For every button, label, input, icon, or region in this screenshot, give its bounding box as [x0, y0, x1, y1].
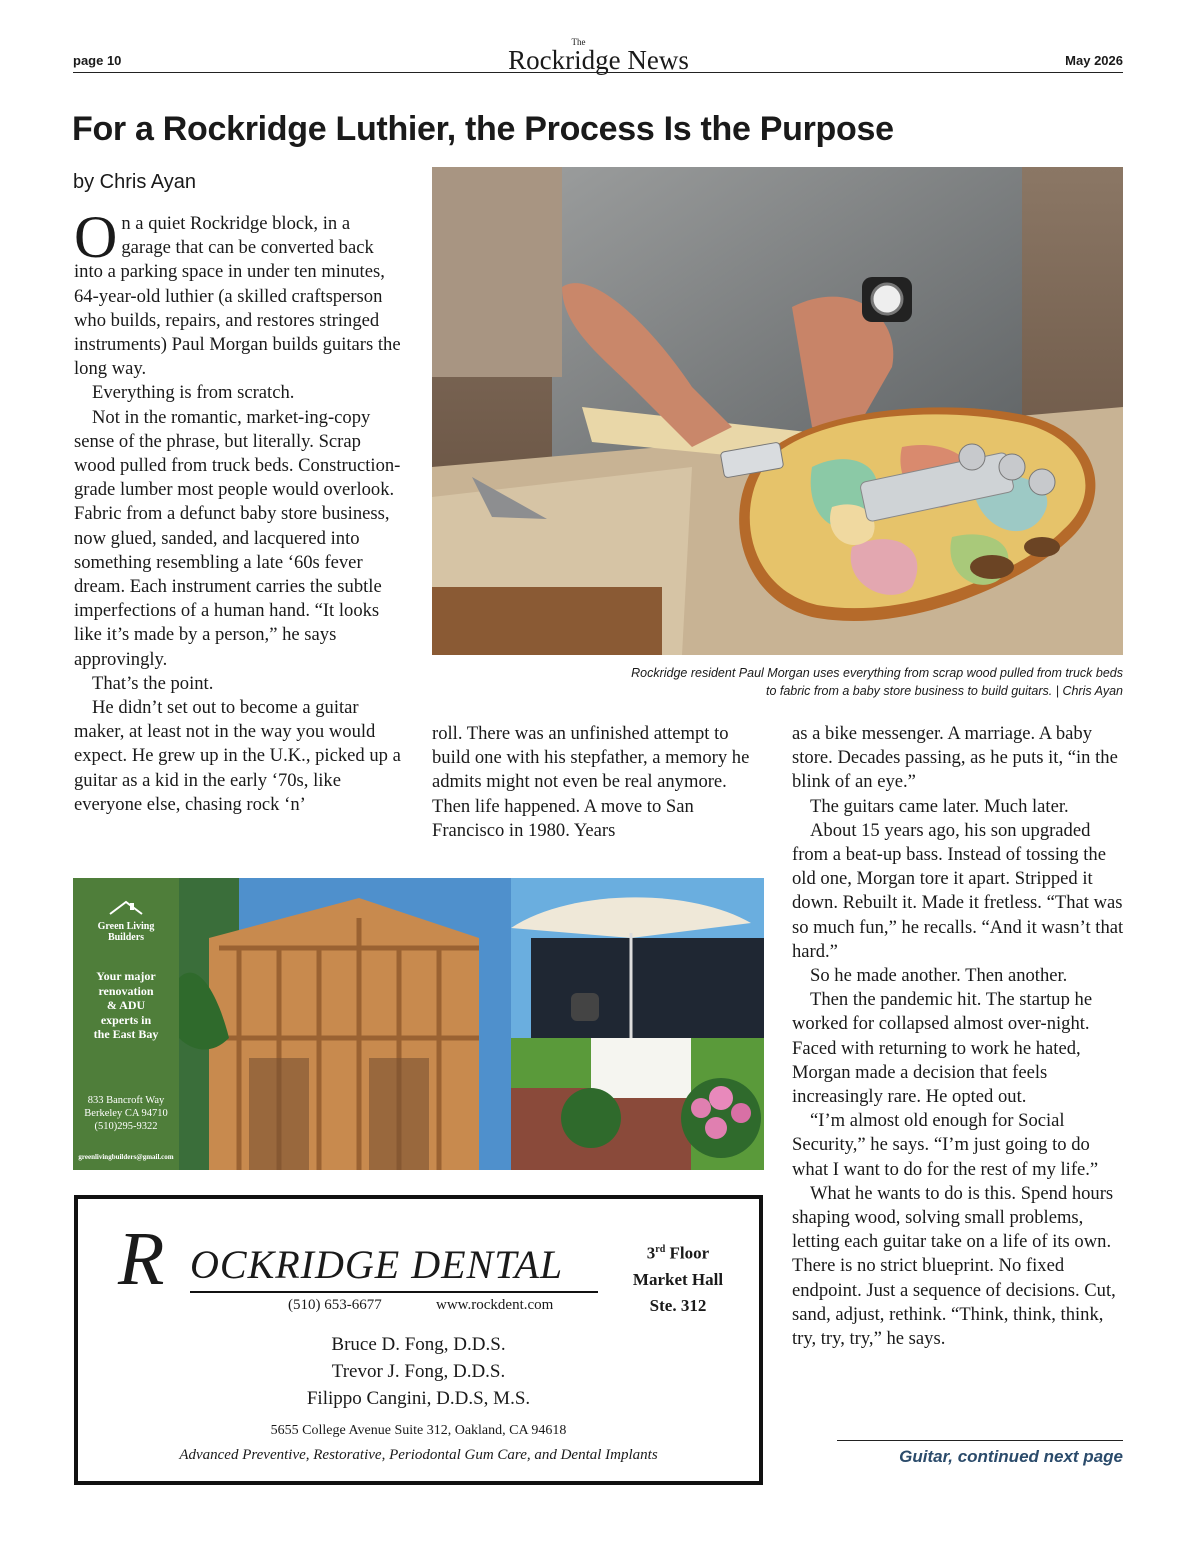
- ad-tagline: Your major renovation & ADU experts in the East Bay: [93, 969, 159, 1041]
- header-rule: [73, 72, 1123, 73]
- house-logo-icon: [106, 898, 146, 918]
- dentist-name: Filippo Cangini, D.D.S, M.S.: [306, 1388, 531, 1409]
- guitar-photo: [432, 167, 1123, 655]
- paragraph: So he made another. Then another.: [810, 965, 1068, 987]
- logo-underline: [190, 1291, 598, 1293]
- dentist-list: [78, 1331, 759, 1412]
- photo-caption: Rockridge resident Paul Morgan uses everything from scrap wood pulled from truck beds to fabric from a baby store business to build guitars. | Chris Ayan: [631, 666, 1123, 698]
- paragraph: Everything is from scratch.: [92, 382, 295, 404]
- ad-website[interactable]: greenlivingbuilders.com: [89, 1172, 162, 1181]
- article-column-1: [74, 204, 402, 817]
- drop-cap: O: [74, 204, 118, 270]
- continued-jump-line[interactable]: Guitar, continued next page: [837, 1440, 1123, 1467]
- byline: by Chris Ayan: [73, 171, 197, 193]
- paragraph: “I’m almost old enough for Social Security,” he says. “I’m just going to do what I want to do for the rest of my life.”: [792, 1110, 1099, 1180]
- dentist-name: Bruce D. Fong, D.D.S.: [331, 1334, 506, 1355]
- paragraph: Not in the romantic, market-ing-copy sense of the phrase, but literally. Scrap wood pulled from truck beds. Construction-grade lumber most people would overlook. Fabric from a defunct baby store business, now glued, sanded, and lacquered into something resembling a late ‘60s fever dream. Each instrument carries the subtle imperfections of a human hand. “It looks like it’s made by a person,” he says approvingly.: [74, 406, 401, 670]
- dental-logo-text: OCKRIDGE DENTAL: [190, 1242, 564, 1287]
- ad-email[interactable]: greenlivingbuilders@gmail.com: [78, 1152, 174, 1161]
- issue-date: May 2026: [1065, 53, 1123, 68]
- masthead: [0, 38, 1197, 74]
- dental-phone[interactable]: (510) 653-6677: [288, 1297, 382, 1313]
- masthead-title: Rockridge News: [508, 45, 689, 75]
- page-number: page 10: [73, 53, 122, 68]
- headline: For a Rockridge Luthier, the Process Is the Purpose: [72, 110, 894, 148]
- logo-line-2: Builders: [107, 932, 145, 943]
- masthead-the: The: [571, 37, 586, 47]
- dental-logo-initial: R: [118, 1217, 165, 1301]
- paragraph: What he wants to do is this. Spend hours shaping wood, solving small problems, letting each guitar take on a life of its own. There is no strict blueprint. No fixed endpoint. Just a sequence of decisions. Cut, sand, adjust, rethink. “Think, think, think, try, try, try,” he says.: [792, 1182, 1116, 1350]
- guitar-photo-illustration: [432, 167, 1123, 655]
- paragraph: On a quiet Rockridge block, in a garage that can be converted back into a parking space in under ten minutes, 64-year-old luthier (a skilled craftsperson who builds, repairs, and restores stringed instruments) Paul Morgan builds guitars the long way.: [74, 204, 401, 380]
- article-column-2: [432, 722, 762, 843]
- paragraph: He didn’t set out to become a guitar maker, at least not in the way you would expect. He grew up in the U.K., picked up a guitar as a kid in the early ‘70s, like everyone else, chasing rock ‘n’: [74, 697, 401, 815]
- rockridge-dental-ad[interactable]: [74, 1195, 763, 1485]
- ad-address: 833 Bancroft Way Berkeley CA 94710 (510)295-9322: [84, 1094, 168, 1132]
- paragraph: as a bike messenger. A marriage. A baby store. Decades passing, as he puts it, “in the blink of an eye.”: [792, 723, 1118, 793]
- backyard-adu-photo: [511, 878, 764, 1170]
- dental-website[interactable]: www.rockdent.com: [436, 1297, 554, 1313]
- paragraph: That’s the point.: [92, 672, 214, 694]
- caption-line-1: Rockridge resident Paul Morgan uses everything from scrap wood pulled from truck beds: [631, 666, 1123, 680]
- paragraph: Then the pandemic hit. The startup he worked for collapsed almost over-night. Faced with returning to work he hated, Morgan made a decision that feels increasingly rare. He opted out.: [792, 989, 1093, 1108]
- ad-text-panel: [73, 878, 179, 1181]
- dentist-name: Trevor J. Fong, D.D.S.: [331, 1361, 506, 1382]
- paragraph: About 15 years ago, his son upgraded from a beat-up bass. Instead of tossing the old one, Morgan tore it apart. Stripped it down. Rebuilt it. Made it fretless. “That was so much fun,” he recalls. “And it wasn’t that hard.”: [792, 819, 1124, 962]
- dental-location: 3rd Floor Market Hall Ste. 312: [632, 1243, 724, 1315]
- dental-services: Advanced Preventive, Restorative, Periodontal Gum Care, and Dental Implants: [179, 1447, 658, 1463]
- photo-credit: Chris Ayan: [1062, 684, 1123, 698]
- framing-construction-photo: [179, 878, 511, 1170]
- backyard-illustration: [511, 878, 764, 1170]
- paragraph: roll. There was an unfinished attempt to build one with his stepfather, a memory he admits might not even be real anymore. Then life happened. A move to San Francisco in 1980. Years: [432, 723, 750, 841]
- dental-address: 5655 College Avenue Suite 312, Oakland, CA 94618: [270, 1423, 567, 1438]
- caption-line-2: to fabric from a baby store business to build guitars.: [765, 684, 1053, 698]
- framing-illustration: [179, 878, 511, 1170]
- paragraph: The guitars came later. Much later.: [810, 795, 1069, 817]
- article-column-3: [792, 722, 1124, 1351]
- green-living-builders-ad[interactable]: [73, 878, 764, 1181]
- logo-line-1: Green Living: [97, 921, 155, 932]
